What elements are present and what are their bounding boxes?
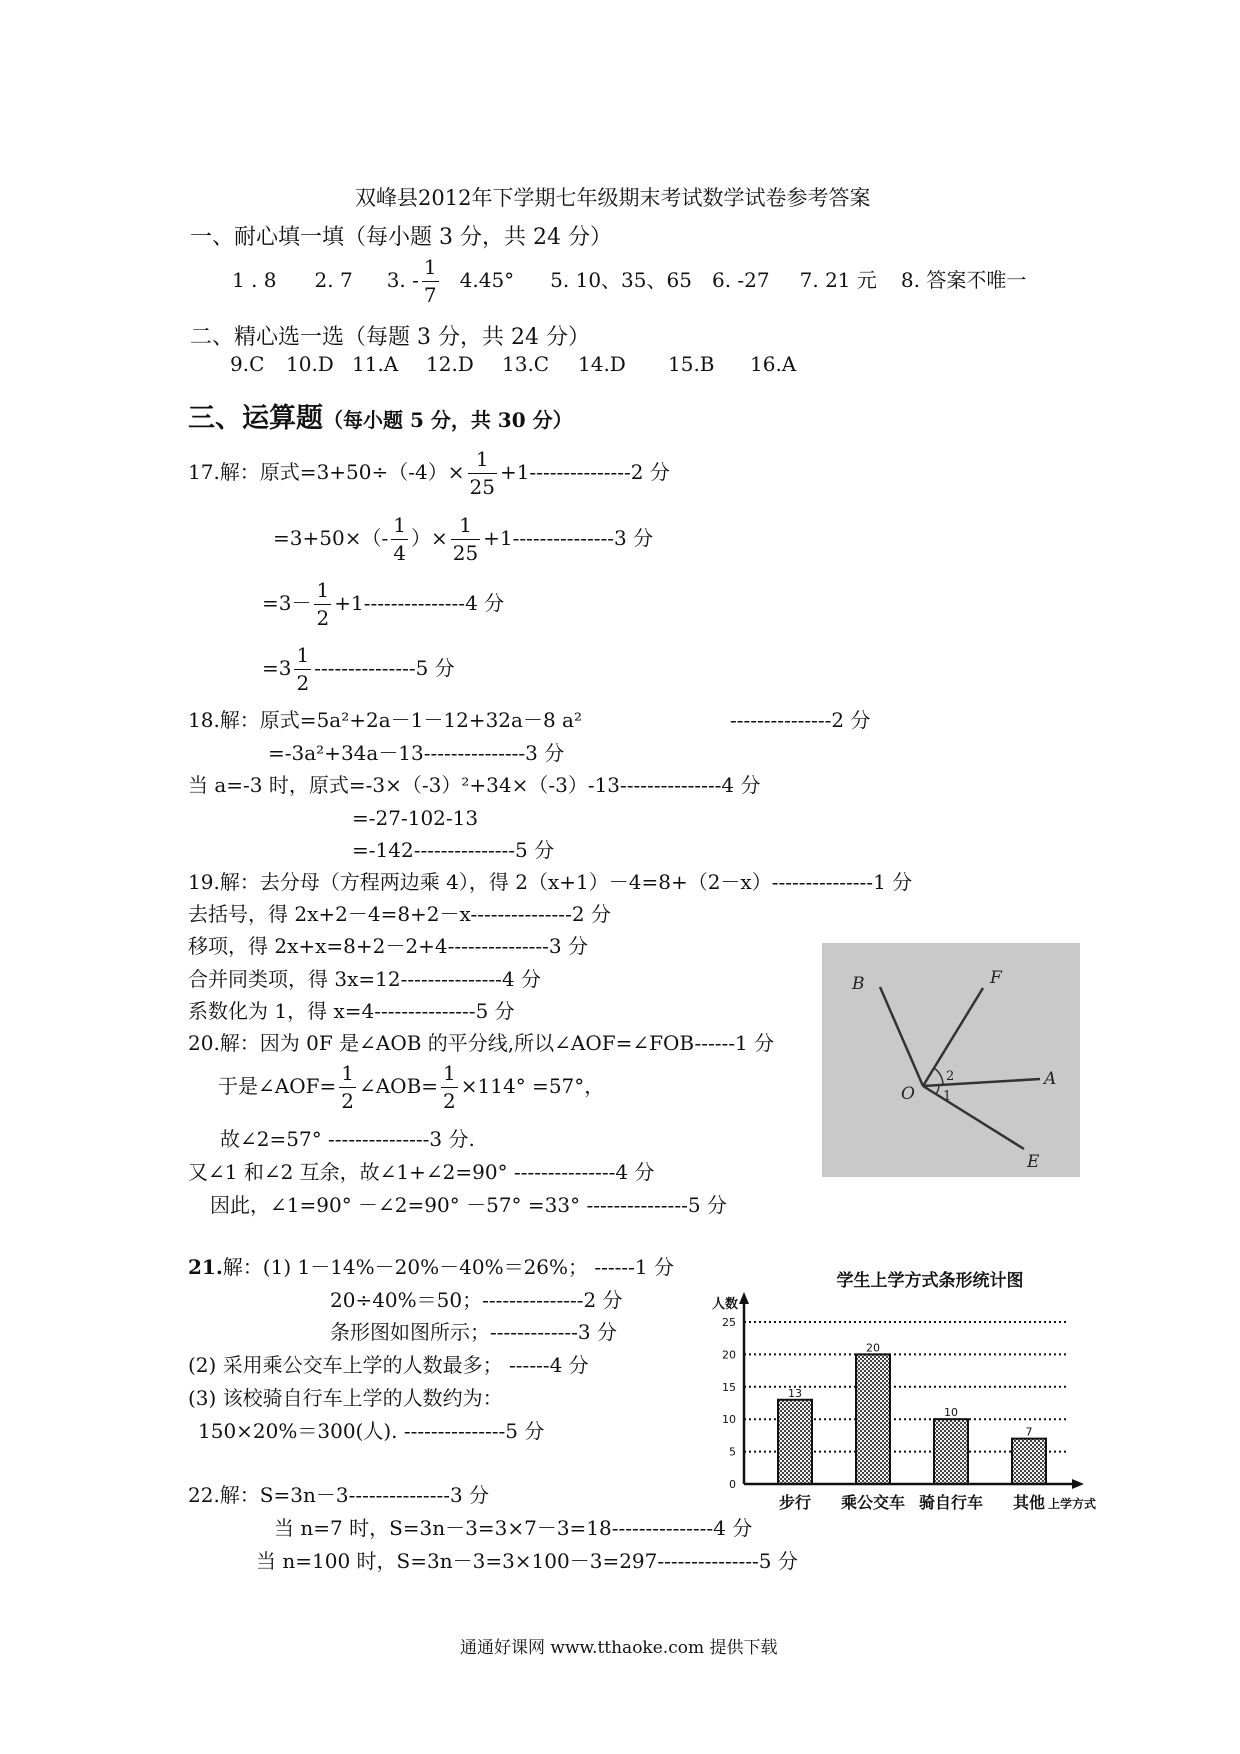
section-3-note: （每小题 5 分，共 30 分） [323,408,573,432]
q18-line-2: =-3a²+34a－13---------------3 分 [268,741,565,765]
q21-number: 21. [188,1255,223,1279]
q20-line-5: 因此，∠1=90° －∠2=90° －57° =33° ---------------5 分 [210,1193,727,1217]
q18-line-3: 当 a=-3 时，原式=-3×（-3）²+34×（-3）-13---------------4 分 [188,773,761,797]
chart-y-tick-label: 25 [722,1316,736,1329]
chart-y-tick-label: 5 [729,1445,736,1459]
chart-category-label: 其他 [1012,1493,1046,1512]
q17-text: =3－ [262,591,312,615]
chart-bar-value-label: 20 [866,1341,880,1355]
fraction-numerator: 1 [468,446,497,474]
chart-category-label: 步行 [778,1493,812,1512]
answer-6: 6. -27 [711,268,770,292]
q19-line-1: 19.解：去分母（方程两边乘 4），得 2（x+1）－4=8+（2－x）---------------1 分 [188,870,913,894]
q17-score: ---------------5 分 [314,656,455,680]
chart-y-tick-label: 10 [722,1413,736,1427]
section-1-heading: 一、耐心填一填（每小题 3 分，共 24 分） [190,225,612,250]
fraction-numerator: 1 [441,1060,458,1088]
answer-4: 4.45° [459,268,515,292]
q19-line-5: 系数化为 1，得 x=4---------------5 分 [188,999,515,1023]
q22-line-3: 当 n=100 时，S=3n－3=3×100－3=297---------------5 分 [256,1549,798,1573]
chart-x-label: 上学方式 [1048,1497,1097,1511]
answer-14: 14.D [578,352,626,376]
fraction-denominator: 2 [316,606,330,630]
q17-line-3 [262,577,504,632]
answer-2: 2. 7 [314,268,353,292]
q20-text: ×114° =57°， [460,1074,605,1098]
q17-line-2 [273,512,653,567]
q20-line-3: 故∠2=57° ---------------3 分. [220,1127,475,1151]
q17-score: +1---------------2 分 [499,460,670,484]
q17-fraction [451,512,480,567]
answer-5: 5. 10、35、65 [550,268,692,292]
chart-bar [934,1419,968,1484]
answer-10: 10.D [286,352,334,376]
fraction-numerator: 1 [294,642,311,670]
label-angle-1: 1 [943,1089,952,1104]
fraction-numerator: 1 [422,254,439,282]
q20-fraction [441,1060,458,1115]
q21-line-5: (3) 该校骑自行车上学的人数约为： [188,1386,503,1410]
q17-score: +1---------------4 分 [334,591,505,615]
answer-12: 12.D [426,352,474,376]
q20-line-4: 又∠1 和∠2 互余，故∠1+∠2=90° ---------------4 分 [188,1160,655,1184]
page-title: 双峰县2012年下学期七年级期末考试数学试卷参考答案 [355,186,871,210]
answer-11: 11.A [352,352,399,376]
q17-text: ）× [410,526,448,550]
section-2-heading: 二、精心选一选（每题 3 分，共 24 分） [190,325,590,350]
fraction-denominator: 25 [452,541,479,565]
answer-9: 9.C [230,352,265,376]
q21-line-3: 条形图如图所示；-------------3 分 [330,1320,617,1344]
q19-line-2: 去括号，得 2x+2－4=8+2－x---------------2 分 [188,902,611,926]
answer-13: 13.C [502,352,550,376]
q21-line-4: (2) 采用乘公交车上学的人数最多； ------4 分 [188,1353,589,1377]
page-footer: 通通好课网 www.tthaoke.com 提供下载 [460,1638,778,1658]
q17-score: +1---------------3 分 [483,526,654,550]
angle-figure [822,943,1080,1177]
q20-text: ∠AOB= [358,1074,439,1098]
q17-text: =3+50×（- [273,526,389,550]
answer-16: 16.A [750,352,797,376]
q21-line-1 [188,1255,674,1279]
bar-chart [700,1262,1100,1514]
q18-line-1: 18.解：原式=5a²+2a－1－12+32a－8 a² [188,708,582,732]
q18-line-1-score: ---------------2 分 [730,708,871,732]
q20-fraction [339,1060,356,1115]
q19-line-4: 合并同类项，得 3x=12---------------4 分 [188,967,542,991]
q22-line-2: 当 n=7 时，S=3n－3=3×7－3=18---------------4 分 [274,1516,753,1540]
chart-bar [856,1354,890,1484]
q18-line-5: =-142---------------5 分 [352,838,555,862]
chart-title: 学生上学方式条形统计图 [836,1271,1024,1291]
answer-3-prefix: 3. - [386,268,419,292]
fraction-numerator: 1 [451,512,480,540]
q19-line-3: 移项，得 2x+x=8+2－2+4---------------3 分 [188,934,589,958]
label-e: E [1027,1152,1040,1172]
fraction-denominator: 2 [296,671,310,695]
chart-y-tick-label: 0 [729,1478,736,1491]
chart-y-tick-label: 15 [722,1380,736,1394]
chart-bar [1012,1439,1046,1484]
label-a: A [1044,1069,1057,1089]
answer-1: 1 . 8 [232,268,277,292]
fraction-denominator: 4 [393,541,406,565]
q21-line-6: 150×20%＝300(人). ---------------5 分 [198,1419,545,1443]
answer-15: 15.B [668,352,715,376]
label-b: B [852,974,865,994]
q17-line-4 [262,642,455,697]
answer-7: 7. 21 元 [799,268,877,292]
chart-y-tick-label: 20 [722,1348,736,1362]
chart-bars [778,1341,1046,1512]
chart-y-label: 人数 [712,1297,739,1312]
q20-line-1: 20.解：因为 0F 是∠AOB 的平分线,所以∠AOF=∠FOB------1 分 [188,1031,775,1055]
q20-line-2 [218,1060,604,1115]
q17-fraction [314,577,331,632]
fraction-numerator: 1 [314,577,331,605]
chart-bar-value-label: 13 [788,1386,802,1400]
label-o: O [901,1084,915,1104]
q18-line-4: =-27-102-13 [352,806,479,830]
fraction-denominator: 2 [443,1089,456,1113]
section-3-heading [188,396,573,435]
fraction-numerator: 1 [339,1060,356,1088]
chart-category-label: 骑自行车 [918,1493,984,1512]
q17-line-1 [188,446,670,501]
label-f: F [990,968,1002,988]
q20-text: 于是∠AOF= [218,1074,337,1098]
section-2-answers [230,352,796,376]
fraction-denominator: 2 [341,1089,354,1113]
q17-text: 17.解：原式=3+50÷（-4）× [188,460,465,484]
chart-y-ticks [722,1316,736,1491]
q17-fraction [294,642,311,697]
fraction-denominator: 7 [423,283,437,307]
chart-x-arrow [1072,1479,1084,1489]
q17-text: =3 [262,656,292,680]
answer-8: 8. 答案不唯一 [900,268,1027,292]
chart-bar [778,1400,812,1484]
chart-bar-value-label: 7 [1025,1425,1033,1439]
q21-text: 解：(1) 1－14%－20%－40%＝26%； ------1 分 [222,1255,675,1279]
q22-line-1: 22.解：S=3n－3---------------3 分 [188,1483,490,1507]
fraction-numerator: 1 [391,512,408,540]
chart-bar-value-label: 10 [944,1406,958,1420]
section-1-answers [232,254,1026,309]
fraction-denominator: 25 [469,475,495,499]
chart-category-label: 乘公交车 [840,1493,906,1512]
section-3-title: 三、运算题 [188,403,323,434]
q21-line-2: 20÷40%＝50；---------------2 分 [330,1288,623,1312]
q17-fraction [391,512,408,567]
label-angle-2: 2 [946,1069,955,1084]
answer-3-fraction [422,254,439,309]
chart-y-arrow [739,1292,749,1304]
q17-fraction [468,446,497,501]
